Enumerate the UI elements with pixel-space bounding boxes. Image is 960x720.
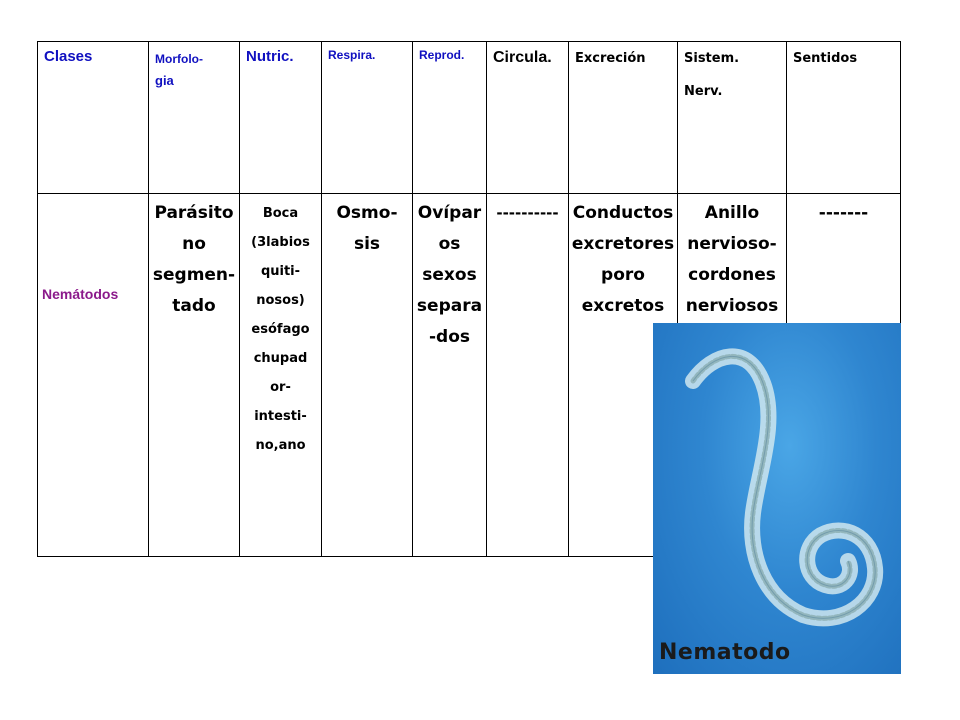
header-excrecion-text: Excreción: [575, 51, 646, 66]
header-excrecion: [569, 42, 678, 194]
header-sistema-line2: Nerv.: [684, 84, 723, 99]
cell-reproduccion: [413, 194, 487, 557]
nematode-illustration: [653, 323, 901, 674]
header-sistema-nervioso: [678, 42, 787, 194]
header-morfologia: [149, 42, 240, 194]
cell-clase: [38, 194, 149, 557]
header-respiracion-text: Respira.: [328, 48, 376, 62]
header-sentidos-text: Sentidos: [793, 51, 858, 66]
cell-nutricion-text: Boca (3labios quiti- nosos) esófago chupad or- intesti- no,ano: [251, 206, 310, 453]
cell-sentidos-text: -------: [818, 203, 869, 223]
cell-circulacion: [487, 194, 569, 557]
header-circulacion: [487, 42, 569, 194]
header-reproduccion-text: Reprod.: [419, 48, 465, 62]
header-nutricion-text: Nutric.: [246, 48, 294, 65]
nematode-worm-gut: [693, 356, 875, 618]
photo-caption: Nematodo: [659, 640, 791, 665]
cell-excrecion-text: Conductos excretores poro excretos: [571, 203, 675, 316]
header-reproduccion: [413, 42, 487, 194]
header-sistema-nervioso-text: [678, 42, 786, 108]
header-respiracion: [322, 42, 413, 194]
header-morfologia-line1: Morfolo-: [155, 52, 203, 66]
header-clases-text: Clases: [44, 48, 93, 65]
clase-name: Nemátodos: [42, 286, 119, 302]
header-sistema-line1: Sistem.: [684, 51, 740, 66]
header-nutricion: [240, 42, 322, 194]
header-clases: [38, 42, 149, 194]
header-row: [38, 42, 901, 194]
cell-reproduccion-text: Ovípar os sexos separa -dos: [416, 203, 483, 347]
header-morfologia-text: [149, 42, 239, 92]
cell-morfologia-text: Parásito no segmen- tado: [152, 203, 236, 316]
cell-sistema-nervioso-text: Anillo nervioso- cordones nerviosos: [685, 203, 779, 316]
header-morfologia-line2: gia: [155, 73, 174, 88]
cell-circulacion-text: ----------: [496, 204, 559, 222]
header-circulacion-text: Circula.: [493, 49, 552, 66]
cell-respiracion-text: Osmo- sis: [336, 203, 398, 254]
cell-nutricion: [240, 194, 322, 557]
nematode-photo: [653, 323, 901, 674]
cell-morfologia: [149, 194, 240, 557]
header-sentidos: [787, 42, 901, 194]
cell-respiracion: [322, 194, 413, 557]
